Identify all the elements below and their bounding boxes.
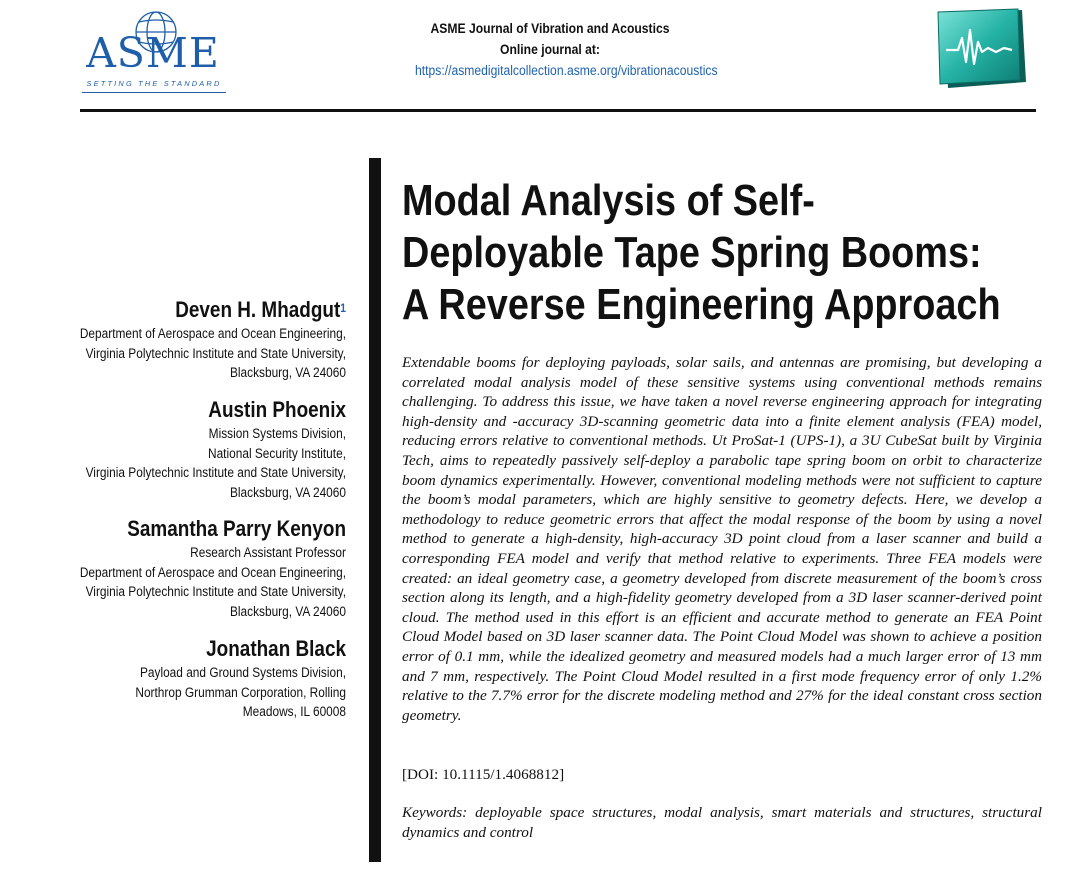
publisher-tagline: SETTING THE STANDARD xyxy=(86,79,222,88)
journal-name: ASME Journal of Vibration and Acoustics xyxy=(430,21,670,36)
affiliation-line: Research Assistant Professor xyxy=(190,545,346,560)
affiliation-line: National Security Institute, xyxy=(207,445,346,461)
affiliation-line: Virginia Polytechnic Institute and State University, xyxy=(85,584,346,600)
title-line: Deployable Tape Spring Booms: xyxy=(402,228,982,277)
author-name: Jonathan Black xyxy=(206,636,346,661)
abstract-text: Extendable booms for deploying payloads, solar sails, and antennas are promising, but developing a correlated modal analysis model of these sensitive systems using conventional methods remains challenging. To address this issue, we have taken a novel reverse engineering approach for integrating high-density and -accuracy 3D-scanning geometric data into a finite element analysis (FEA) model, reducing errors relative to conventional methods. Ut ProSat-1 (UPS-1), a 3U CubeSat built by Virginia Tech, aims to repeatedly passively self-deploy a parabolic tape spring boom on orbit to characterize boom dynamics experimentally. However, conventional modeling methods were not sufficient to capture the boom’s modal parameters, which are highly sensitive to geometry defects. Here, we develop a methodology to reduce geometric errors that affect the modal response of the boom by using a novel method to generate a high-density, high-accuracy 3D point cloud from a laser scanner and build a corresponding FEA model and verify that method relative to experiments. Three FEA models were created: an ideal geometry case, a geometry developed from discrete measurement of the boom’s cross section along its length, and a high-fidelity geometry developed from a 3D laser scanner-derived point cloud. The method used in this effort is an efficient and accurate method to generate an FEA Point Cloud Model based on 3D laser scanner data. The Point Cloud Model was shown to achieve a position error of 0.1 mm, while the idealized geometry and measured models had a much larger error of 13 mm and 7 mm, respectively. The Point Cloud Model resulted in a first mode frequency error of only 1.2% relative to the 7.7% error for the discrete modeling method and 27% for the ideal constant cross section geometry. xyxy=(402,354,1042,724)
asme-logo xyxy=(76,8,228,94)
title-line: Modal Analysis of Self- xyxy=(402,176,815,225)
affiliation-line: Northrop Grumman Corporation, Rolling xyxy=(135,684,346,700)
header-divider xyxy=(80,109,1036,112)
journal-url-link[interactable]: https://asmedigitalcollection.asme.org/vibrationacoustics xyxy=(415,63,718,78)
online-label: Online journal at: xyxy=(500,42,600,57)
journal-header xyxy=(400,18,718,81)
doi-link[interactable]: [DOI: 10.1115/1.4068812] xyxy=(402,766,565,783)
publisher-logo-text: ASME xyxy=(86,29,220,77)
author-block xyxy=(40,635,346,722)
author-name: Samantha Parry Kenyon xyxy=(127,516,346,541)
affiliation-line: Payload and Ground Systems Division, xyxy=(139,665,346,680)
author-name: Austin Phoenix xyxy=(208,397,346,422)
paper-title xyxy=(402,175,1001,331)
author-block xyxy=(40,515,346,621)
logo-underline xyxy=(82,92,226,93)
author-block xyxy=(40,296,346,383)
affiliation-line: Mission Systems Division, xyxy=(208,426,346,441)
affiliation-line: Virginia Polytechnic Institute and State University, xyxy=(85,345,346,361)
affiliation-line: Blacksburg, VA 24060 xyxy=(229,484,346,500)
author-block xyxy=(40,396,346,502)
affiliation-line: Virginia Polytechnic Institute and State University, xyxy=(85,465,346,481)
keywords: Keywords: deployable space structures, modal analysis, smart materials and structures, structural dynamics and control xyxy=(402,804,1042,841)
title-line: A Reverse Engineering Approach xyxy=(402,280,1001,329)
affiliation-line: Department of Aerospace and Ocean Engineering, xyxy=(79,564,346,580)
affiliation-line: Department of Aerospace and Ocean Engineering, xyxy=(79,326,346,341)
affiliation-line: Blacksburg, VA 24060 xyxy=(229,365,346,381)
author-name: Deven H. Mhadgut$^1$ xyxy=(175,297,346,322)
affiliation-line: Meadows, IL 60008 xyxy=(242,704,346,720)
affiliation-line: Blacksburg, VA 24060 xyxy=(229,603,346,619)
vibration-waveform-icon xyxy=(930,8,1030,94)
column-divider xyxy=(369,158,381,862)
footnote-marker[interactable]: 1 xyxy=(340,301,346,315)
